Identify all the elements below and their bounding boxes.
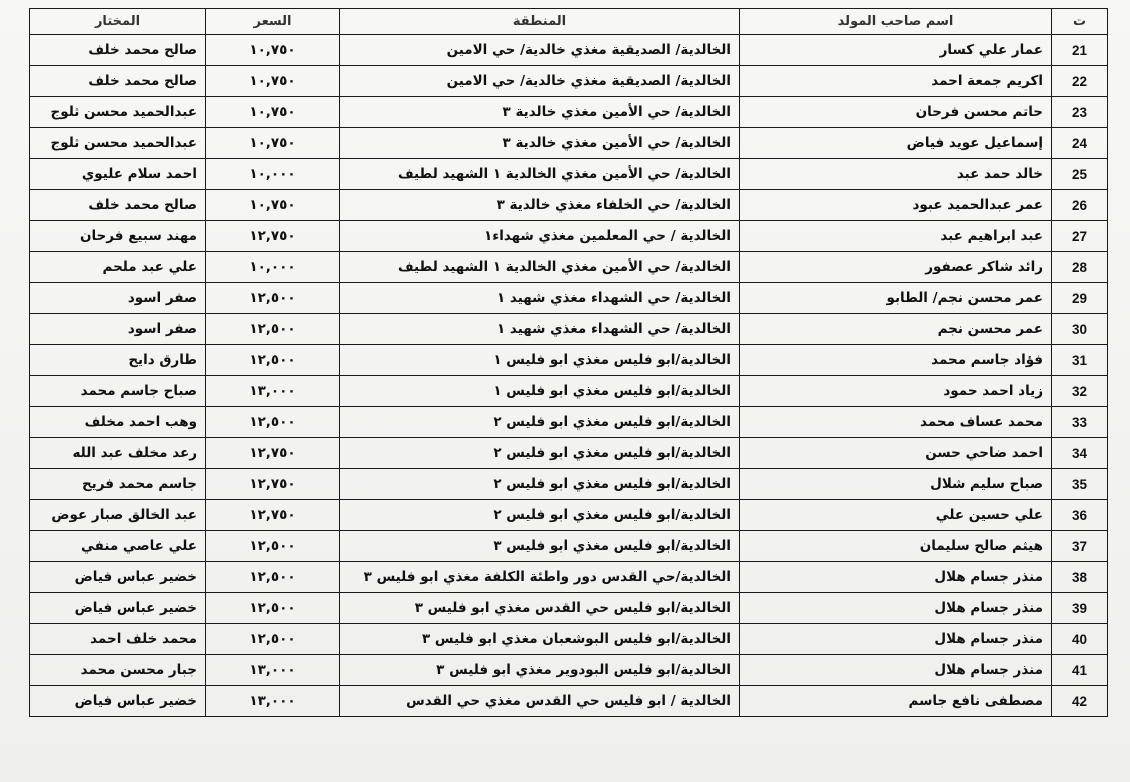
header-owner: اسم صاحب المولد [740,9,1052,35]
area-name: الخالدية/ حي الأمين مغذي الخالدية ١ الشهيد لطيف [340,252,740,283]
mukhtar-name: جبار محسن محمد [30,655,206,686]
price-value: ١٠,٧٥٠ [206,97,340,128]
area-name: الخالدية/ الصديقية مغذي خالدية/ حي الامين [340,35,740,66]
owner-name: احمد ضاحي حسن [740,438,1052,469]
row-number: 39 [1052,593,1108,624]
area-name: الخالدية/ابو فليس حي القدس مغذي ابو فليس ٣ [340,593,740,624]
row-number: 22 [1052,66,1108,97]
table-row [30,407,1108,438]
owner-name: عمر محسن نجم [740,314,1052,345]
price-value: ١٣,٠٠٠ [206,686,340,717]
price-value: ١٢,٥٠٠ [206,562,340,593]
row-number: 21 [1052,35,1108,66]
price-value: ١٢,٥٠٠ [206,624,340,655]
area-name: الخالدية/ابو فليس مغذي ابو فليس ٣ [340,531,740,562]
mukhtar-name: خضير عباس فياض [30,562,206,593]
mukhtar-name: وهب احمد مخلف [30,407,206,438]
header-price: السعر [206,9,340,35]
owner-name: فؤاد جاسم محمد [740,345,1052,376]
table-header [30,9,1108,35]
table-row [30,252,1108,283]
owner-name: علي حسين علي [740,500,1052,531]
area-name: الخالدية/حي القدس دور واطئة الكلفة مغذي ابو فليس ٣ [340,562,740,593]
price-value: ١٠,٠٠٠ [206,252,340,283]
owner-name: صباح سليم شلال [740,469,1052,500]
area-name: الخالدية/ حي الخلفاء مغذي خالدية ٣ [340,190,740,221]
owner-name: مصطفى نافع جاسم [740,686,1052,717]
owner-name: رائد شاكر عصفور [740,252,1052,283]
table-body [30,35,1108,717]
table-row [30,562,1108,593]
table-row [30,97,1108,128]
area-name: الخالدية/ابو فليس مغذي ابو فليس ١ [340,376,740,407]
owner-name: هيثم صالح سليمان [740,531,1052,562]
price-value: ١٣,٠٠٠ [206,655,340,686]
row-number: 34 [1052,438,1108,469]
row-number: 36 [1052,500,1108,531]
mukhtar-name: رعد مخلف عبد الله [30,438,206,469]
owner-name: زياد احمد حمود [740,376,1052,407]
price-value: ١٠,٧٥٠ [206,66,340,97]
area-name: الخالدية / ابو فليس حي القدس مغذي حي القدس [340,686,740,717]
table-row [30,345,1108,376]
row-number: 38 [1052,562,1108,593]
table-row [30,221,1108,252]
area-name: الخالدية/ حي الأمين مغذي خالدية ٣ [340,128,740,159]
owner-name: عمر محسن نجم/ الطابو [740,283,1052,314]
mukhtar-name: صفر اسود [30,314,206,345]
mukhtar-name: عبدالحميد محسن ثلوج [30,97,206,128]
mukhtar-name: خضير عباس فياض [30,686,206,717]
area-name: الخالدية/ابو فليس مغذي ابو فليس ٢ [340,500,740,531]
mukhtar-name: علي عاصي منفي [30,531,206,562]
mukhtar-name: صالح محمد خلف [30,35,206,66]
row-number: 32 [1052,376,1108,407]
price-value: ١٢,٧٥٠ [206,500,340,531]
mukhtar-name: احمد سلام عليوي [30,159,206,190]
row-number: 28 [1052,252,1108,283]
area-name: الخالدية/ حي الشهداء مغذي شهيد ١ [340,283,740,314]
owner-name: خالد حمد عبد [740,159,1052,190]
area-name: الخالدية/ابو فليس مغذي ابو فليس ٢ [340,438,740,469]
owner-name: اكريم جمعة احمد [740,66,1052,97]
price-value: ١٣,٠٠٠ [206,376,340,407]
owner-name: حاتم محسن فرحان [740,97,1052,128]
header-row [30,9,1108,35]
table-row [30,438,1108,469]
price-value: ١٠,٧٥٠ [206,190,340,221]
table-row [30,128,1108,159]
price-value: ١٠,٠٠٠ [206,159,340,190]
price-value: ١٢,٥٠٠ [206,407,340,438]
row-number: 37 [1052,531,1108,562]
owner-name: إسماعيل عويد فياض [740,128,1052,159]
row-number: 24 [1052,128,1108,159]
price-value: ١٢,٥٠٠ [206,283,340,314]
mukhtar-name: صالح محمد خلف [30,190,206,221]
area-name: الخالدية/ابو فليس مغذي ابو فليس ١ [340,345,740,376]
mukhtar-name: طارق دايح [30,345,206,376]
row-number: 35 [1052,469,1108,500]
owner-name: محمد عساف محمد [740,407,1052,438]
row-number: 42 [1052,686,1108,717]
table-row [30,624,1108,655]
price-value: ١٢,٧٥٠ [206,469,340,500]
table-row [30,655,1108,686]
table-row [30,66,1108,97]
row-number: 27 [1052,221,1108,252]
row-number: 40 [1052,624,1108,655]
table-row [30,686,1108,717]
table-row [30,314,1108,345]
row-number: 26 [1052,190,1108,221]
owner-name: منذر جسام هلال [740,562,1052,593]
row-number: 25 [1052,159,1108,190]
price-value: ١٢,٥٠٠ [206,314,340,345]
area-name: الخالدية/ حي الشهداء مغذي شهيد ١ [340,314,740,345]
price-value: ١٢,٥٠٠ [206,345,340,376]
mukhtar-name: عبدالحميد محسن ثلوج [30,128,206,159]
owner-name: عمار علي كسار [740,35,1052,66]
row-number: 23 [1052,97,1108,128]
table-row [30,190,1108,221]
price-value: ١٠,٧٥٠ [206,128,340,159]
price-value: ١٢,٧٥٠ [206,221,340,252]
row-number: 30 [1052,314,1108,345]
area-name: الخالدية/ابو فليس البودوير مغذي ابو فليس ٣ [340,655,740,686]
mukhtar-name: صباح جاسم محمد [30,376,206,407]
price-value: ١٢,٧٥٠ [206,438,340,469]
area-name: الخالدية/ابو فليس مغذي ابو فليس ٢ [340,469,740,500]
price-value: ١٠,٧٥٠ [206,35,340,66]
area-name: الخالدية/ حي الأمين مغذي الخالدية ١ الشهيد لطيف [340,159,740,190]
table-row [30,500,1108,531]
table-row [30,469,1108,500]
owner-name: منذر جسام هلال [740,624,1052,655]
table-row [30,35,1108,66]
mukhtar-name: محمد خلف احمد [30,624,206,655]
owner-name: عبد ابراهيم عبد [740,221,1052,252]
row-number: 41 [1052,655,1108,686]
header-mukhtar: المختار [30,9,206,35]
area-name: الخالدية/ابو فليس مغذي ابو فليس ٢ [340,407,740,438]
table-row [30,593,1108,624]
table-row [30,531,1108,562]
row-number: 29 [1052,283,1108,314]
table-row [30,376,1108,407]
price-value: ١٢,٥٠٠ [206,531,340,562]
mukhtar-name: صفر اسود [30,283,206,314]
mukhtar-name: مهند سبيع فرحان [30,221,206,252]
area-name: الخالدية/ الصديقية مغذي خالدية/ حي الامين [340,66,740,97]
header-area: المنطقة [340,9,740,35]
mukhtar-name: جاسم محمد فريح [30,469,206,500]
generators-table [29,8,1108,717]
price-value: ١٢,٥٠٠ [206,593,340,624]
area-name: الخالدية/ابو فليس البوشعبان مغذي ابو فليس ٣ [340,624,740,655]
table-row [30,283,1108,314]
owner-name: عمر عبدالحميد عبود [740,190,1052,221]
mukhtar-name: صالح محمد خلف [30,66,206,97]
table-row [30,159,1108,190]
mukhtar-name: علي عبد ملحم [30,252,206,283]
owner-name: منذر جسام هلال [740,655,1052,686]
mukhtar-name: خضير عباس فياض [30,593,206,624]
area-name: الخالدية / حي المعلمين مغذي شهداء١ [340,221,740,252]
area-name: الخالدية/ حي الأمين مغذي خالدية ٣ [340,97,740,128]
row-number: 31 [1052,345,1108,376]
mukhtar-name: عبد الخالق صبار عوض [30,500,206,531]
owner-name: منذر جسام هلال [740,593,1052,624]
row-number: 33 [1052,407,1108,438]
header-number: ت [1052,9,1108,35]
